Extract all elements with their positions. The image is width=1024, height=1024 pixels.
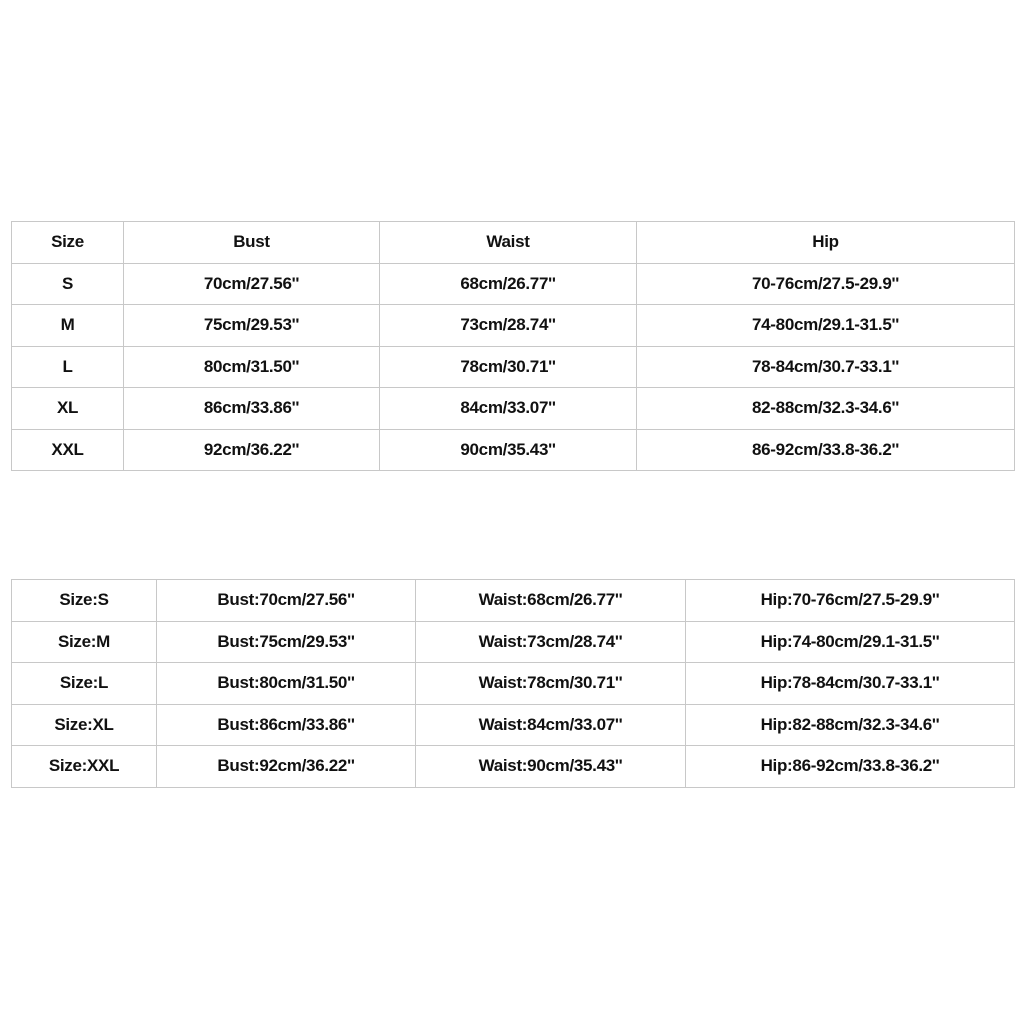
size-chart-table	[11, 221, 1015, 471]
cell-waist: Waist:73cm/28.74''	[416, 621, 686, 663]
cell-bust: Bust:75cm/29.53''	[157, 621, 416, 663]
cell-bust: Bust:86cm/33.86''	[157, 704, 416, 746]
cell-bust: 80cm/31.50''	[124, 346, 380, 388]
cell-hip: 70-76cm/27.5-29.9''	[637, 263, 1015, 305]
table-row	[12, 263, 1015, 305]
table-row	[12, 388, 1015, 430]
table-row	[12, 621, 1015, 663]
cell-bust: 92cm/36.22''	[124, 429, 380, 471]
cell-size: XL	[12, 388, 124, 430]
header-row	[12, 222, 1015, 264]
cell-hip: Hip:70-76cm/27.5-29.9''	[686, 580, 1015, 622]
cell-hip: 78-84cm/30.7-33.1''	[637, 346, 1015, 388]
cell-size: M	[12, 305, 124, 347]
cell-hip: Hip:86-92cm/33.8-36.2''	[686, 746, 1015, 788]
cell-hip: Hip:82-88cm/32.3-34.6''	[686, 704, 1015, 746]
column-header-size: Size	[12, 222, 124, 264]
cell-size: Size:S	[12, 580, 157, 622]
cell-waist: Waist:68cm/26.77''	[416, 580, 686, 622]
cell-size: Size:XL	[12, 704, 157, 746]
column-header-bust: Bust	[124, 222, 380, 264]
cell-size: XXL	[12, 429, 124, 471]
cell-waist: Waist:78cm/30.71''	[416, 663, 686, 705]
cell-waist: 73cm/28.74''	[380, 305, 637, 347]
cell-size: Size:M	[12, 621, 157, 663]
cell-bust: 75cm/29.53''	[124, 305, 380, 347]
cell-hip: Hip:74-80cm/29.1-31.5''	[686, 621, 1015, 663]
cell-size: Size:XXL	[12, 746, 157, 788]
table-row	[12, 305, 1015, 347]
cell-waist: 90cm/35.43''	[380, 429, 637, 471]
table-row	[12, 746, 1015, 788]
cell-hip: 82-88cm/32.3-34.6''	[637, 388, 1015, 430]
cell-hip: Hip:78-84cm/30.7-33.1''	[686, 663, 1015, 705]
cell-waist: Waist:84cm/33.07''	[416, 704, 686, 746]
cell-waist: Waist:90cm/35.43''	[416, 746, 686, 788]
cell-size: Size:L	[12, 663, 157, 705]
table-row	[12, 429, 1015, 471]
cell-hip: 86-92cm/33.8-36.2''	[637, 429, 1015, 471]
cell-size: S	[12, 263, 124, 305]
cell-waist: 78cm/30.71''	[380, 346, 637, 388]
table-row	[12, 346, 1015, 388]
column-header-waist: Waist	[380, 222, 637, 264]
size-chart-labeled-table	[11, 579, 1015, 788]
cell-bust: 70cm/27.56''	[124, 263, 380, 305]
cell-waist: 68cm/26.77''	[380, 263, 637, 305]
cell-hip: 74-80cm/29.1-31.5''	[637, 305, 1015, 347]
column-header-hip: Hip	[637, 222, 1015, 264]
table-row	[12, 580, 1015, 622]
table-row	[12, 663, 1015, 705]
table-row	[12, 704, 1015, 746]
cell-bust: Bust:70cm/27.56''	[157, 580, 416, 622]
cell-bust: 86cm/33.86''	[124, 388, 380, 430]
cell-bust: Bust:80cm/31.50''	[157, 663, 416, 705]
cell-size: L	[12, 346, 124, 388]
cell-waist: 84cm/33.07''	[380, 388, 637, 430]
cell-bust: Bust:92cm/36.22''	[157, 746, 416, 788]
